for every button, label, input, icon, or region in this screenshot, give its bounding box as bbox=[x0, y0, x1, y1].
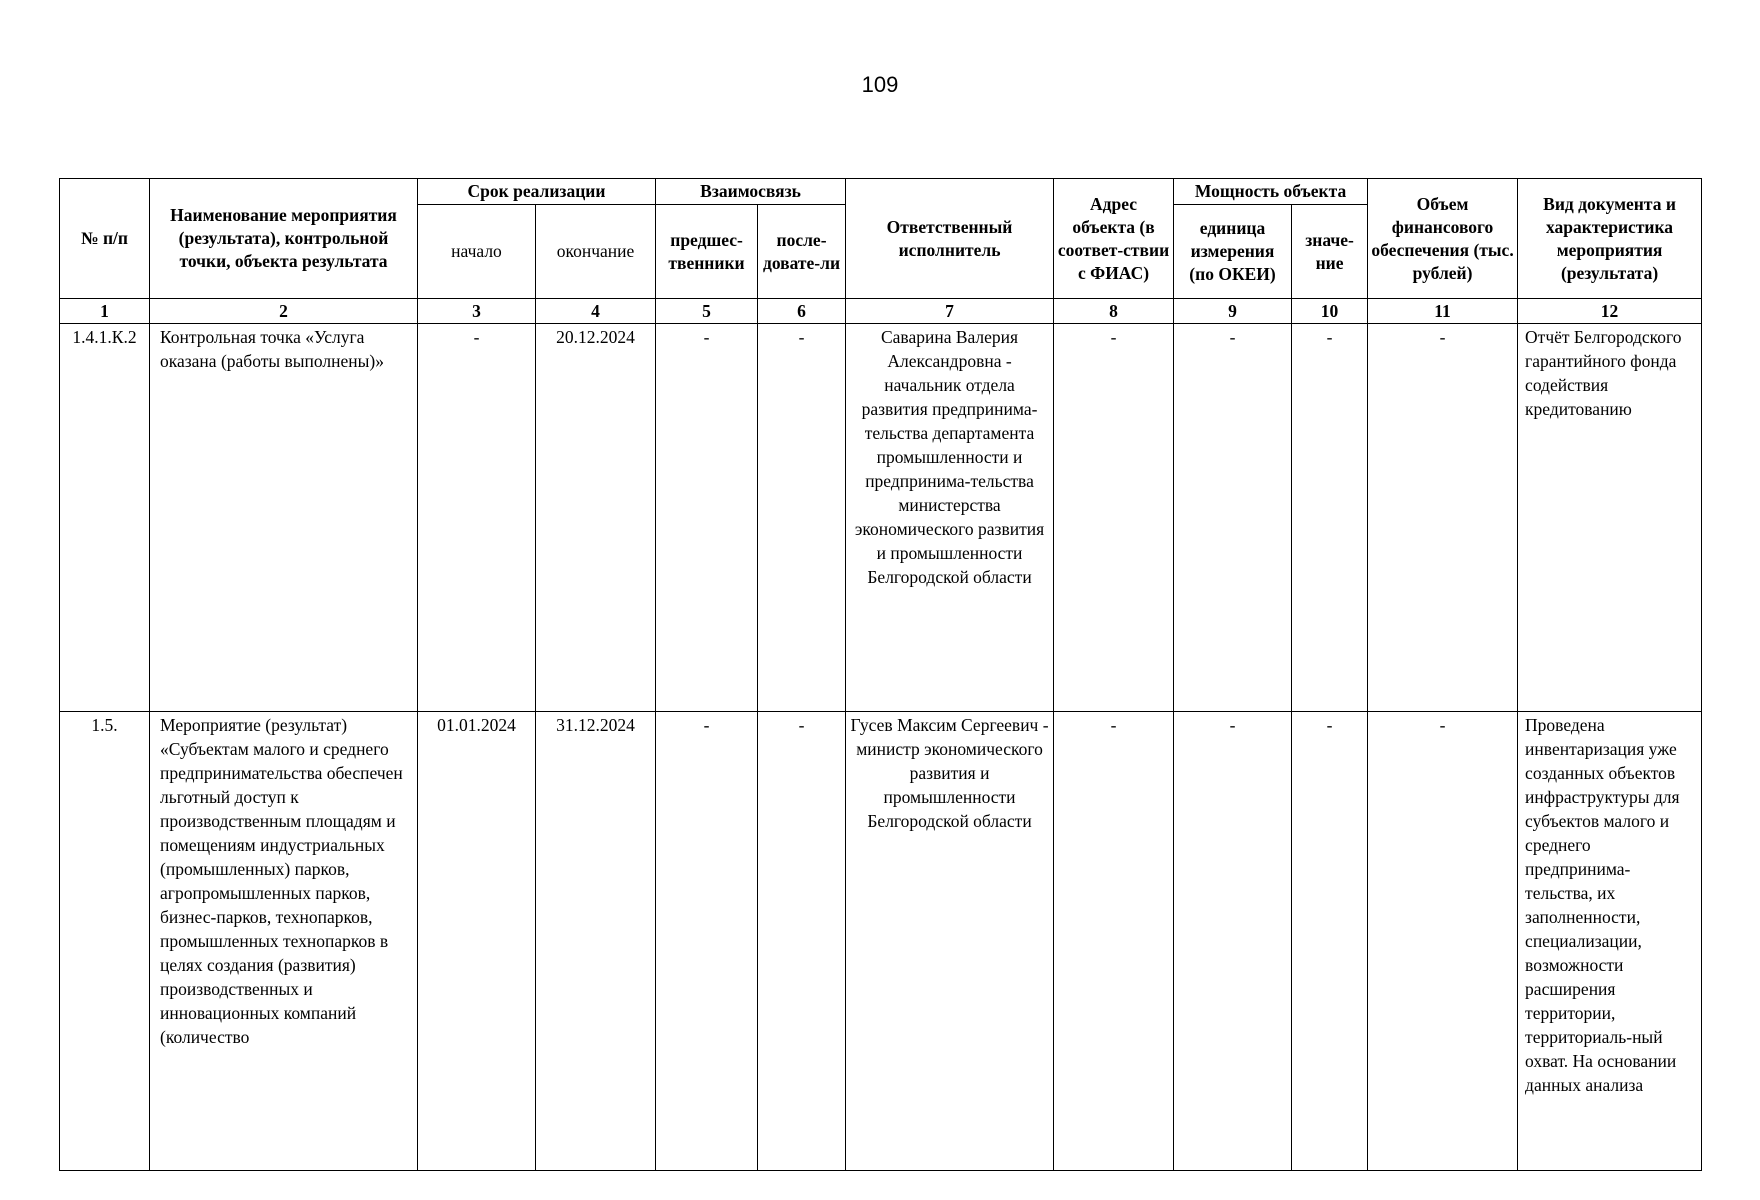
header-start: начало bbox=[418, 205, 536, 299]
header-responsible: Ответственный исполнитель bbox=[846, 179, 1054, 299]
row-start: 01.01.2024 bbox=[418, 712, 536, 1171]
column-number: 3 bbox=[418, 299, 536, 324]
column-number: 8 bbox=[1054, 299, 1174, 324]
row-document: Отчёт Белгородского гарантийного фонда содействия кредитованию bbox=[1518, 324, 1702, 712]
header-period-group: Срок реализации bbox=[418, 179, 656, 205]
row-value: - bbox=[1292, 712, 1368, 1171]
column-number: 10 bbox=[1292, 299, 1368, 324]
row-name: Мероприятие (результат) «Субъектам малого и среднего предпринимательства обеспечен льготный доступ к производственным площадям и помещениям индустриальных (промышленных) парков, агропромышленных парков, бизнес-парков, технопарков, промышленных технопарков в целях создания (развития) производственных и инновационных компаний (количество bbox=[160, 715, 403, 1047]
header-value: значе-ние bbox=[1292, 205, 1368, 299]
column-number: 4 bbox=[536, 299, 656, 324]
row-unit: - bbox=[1174, 324, 1292, 712]
header-end: окончание bbox=[536, 205, 656, 299]
row-number: 1.5. bbox=[60, 712, 150, 1171]
row-unit: - bbox=[1174, 712, 1292, 1171]
column-number: 9 bbox=[1174, 299, 1292, 324]
header-document: Вид документа и характеристика мероприятия (результата) bbox=[1518, 179, 1702, 299]
column-number: 11 bbox=[1368, 299, 1518, 324]
row-value: - bbox=[1292, 324, 1368, 712]
table-header bbox=[60, 179, 1702, 324]
table-row bbox=[60, 324, 1702, 712]
header-finance: Объем финансового обеспечения (тыс. рублей) bbox=[1368, 179, 1518, 299]
row-responsible: Саварина Валерия Александровна - начальник отдела развития предпринима-тельства департамента промышленности и предпринима-тельства министерства экономического развития и промышленности Белгородской области bbox=[846, 324, 1054, 712]
header-successors: после-довате-ли bbox=[758, 205, 846, 299]
column-numbers-row bbox=[60, 299, 1702, 324]
row-address: - bbox=[1054, 324, 1174, 712]
row-finance: - bbox=[1368, 712, 1518, 1171]
header-predecessors: предшес-твенники bbox=[656, 205, 758, 299]
row-finance: - bbox=[1368, 324, 1518, 712]
row-number: 1.4.1.К.2 bbox=[60, 324, 150, 712]
header-address: Адрес объекта (в соответ-ствии с ФИАС) bbox=[1054, 179, 1174, 299]
header-name: Наименование мероприятия (результата), контрольной точки, объекта результата bbox=[150, 179, 418, 299]
header-capacity-group: Мощность объекта bbox=[1174, 179, 1368, 205]
column-number: 1 bbox=[60, 299, 150, 324]
column-number: 2 bbox=[150, 299, 418, 324]
header-relation-group: Взаимосвязь bbox=[656, 179, 846, 205]
row-responsible: Гусев Максим Сергеевич - министр экономического развития и промышленности Белгородской области bbox=[846, 712, 1054, 1171]
header-unit: единица измерения (по ОКЕИ) bbox=[1174, 205, 1292, 299]
page-number: 109 bbox=[861, 72, 899, 97]
column-number: 12 bbox=[1518, 299, 1702, 324]
plan-table bbox=[59, 178, 1702, 1171]
row-address: - bbox=[1054, 712, 1174, 1171]
row-successors: - bbox=[758, 324, 846, 712]
row-document: Проведена инвентаризация уже созданных объектов инфраструктуры для субъектов малого и среднего предпринима-тельства, их заполненности, специализации, возможности расширения территории, территориаль-ный охват. На основании данных анализа bbox=[1525, 715, 1680, 1095]
column-number: 5 bbox=[656, 299, 758, 324]
row-end: 31.12.2024 bbox=[536, 712, 656, 1171]
header-num: № п/п bbox=[60, 179, 150, 299]
column-number: 6 bbox=[758, 299, 846, 324]
row-successors: - bbox=[758, 712, 846, 1171]
column-number: 7 bbox=[846, 299, 1054, 324]
table-row bbox=[60, 712, 1702, 1171]
row-predecessors: - bbox=[656, 712, 758, 1171]
row-end: 20.12.2024 bbox=[536, 324, 656, 712]
row-start: - bbox=[418, 324, 536, 712]
row-predecessors: - bbox=[656, 324, 758, 712]
row-name: Контрольная точка «Услуга оказана (работы выполнены)» bbox=[150, 324, 418, 712]
